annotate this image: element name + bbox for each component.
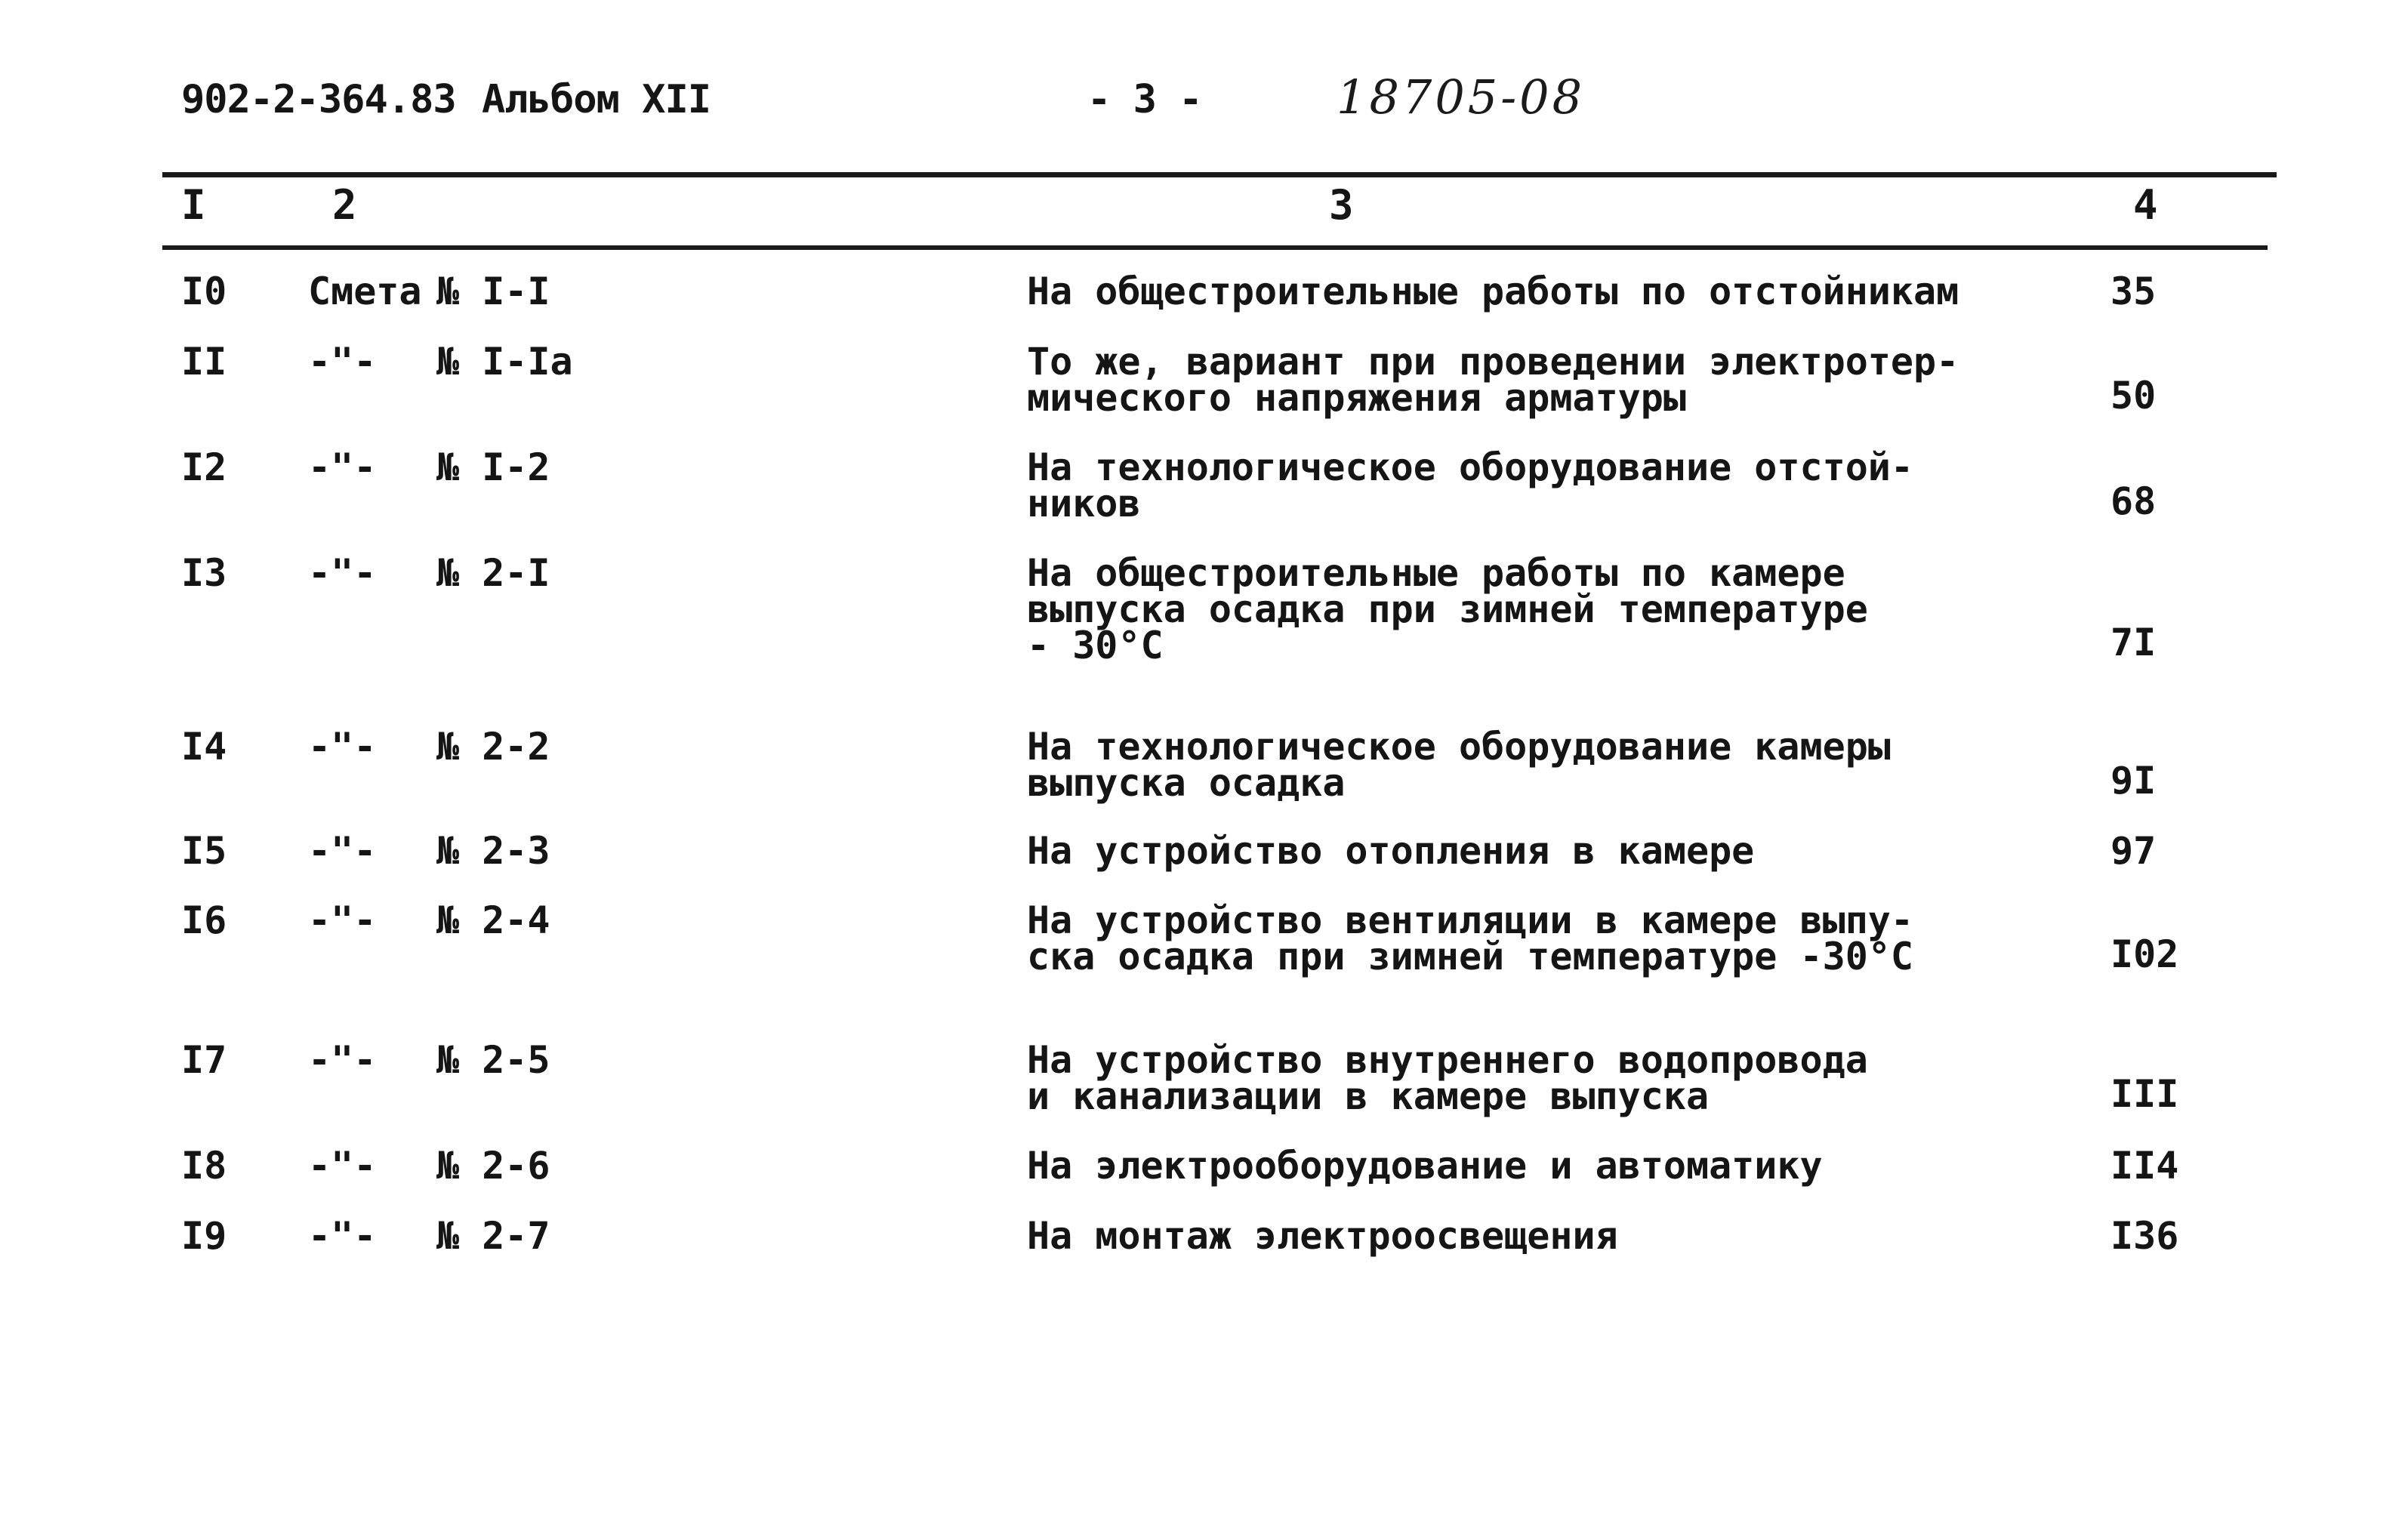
- estimate-ref: № 2-5: [436, 1038, 550, 1082]
- column-header-3: 3: [1329, 181, 1354, 229]
- estimate-ref: № 2-3: [436, 829, 550, 873]
- ditto-mark: -"-: [308, 551, 377, 595]
- row-number: I9: [181, 1214, 227, 1258]
- top-rule: [162, 172, 2277, 177]
- row-number: I8: [181, 1144, 227, 1188]
- page-ref: I02: [2110, 932, 2179, 976]
- estimate-ref: № I-I: [436, 270, 550, 313]
- description-line: На электрооборудование и автоматику: [1027, 1144, 1823, 1188]
- page-ref: 7I: [2110, 621, 2157, 664]
- row-description: [1027, 1144, 1918, 1188]
- row-description: [1027, 1038, 1918, 1118]
- album-label: Альбом XII: [482, 77, 711, 122]
- row-number: I5: [181, 829, 227, 873]
- estimate-ref: № 2-2: [436, 725, 550, 769]
- page-ref: 9I: [2110, 759, 2157, 803]
- header-rule: [162, 245, 2268, 250]
- description-line: То же, вариант при проведении электротер-: [1027, 340, 1959, 384]
- description-line: На устройство вентиляции в камере выпу-: [1027, 898, 1913, 942]
- estimate-label: Смета: [308, 270, 422, 313]
- estimate-ref: № I-Ia: [436, 340, 573, 384]
- row-description: [1027, 551, 1918, 667]
- row-description: [1027, 1214, 1918, 1258]
- row-number: I4: [181, 725, 227, 769]
- description-line: На технологическое оборудование камеры: [1027, 725, 1891, 769]
- ditto-mark: -"-: [308, 1038, 377, 1082]
- ditto-mark: -"-: [308, 1214, 377, 1258]
- estimate-ref: № 2-6: [436, 1144, 550, 1188]
- row-description: [1027, 445, 1918, 525]
- description-line: мического напряжения арматуры: [1027, 376, 1686, 420]
- description-line: На общестроительные работы по камере: [1027, 551, 1845, 595]
- description-line: и канализации в камере выпуска: [1027, 1074, 1710, 1118]
- description-line: На общестроительные работы по отстойникам: [1027, 270, 1959, 313]
- ditto-mark: -"-: [308, 1144, 377, 1188]
- description-line: На устройство внутреннего водопровода: [1027, 1038, 1868, 1082]
- column-header-2: 2: [332, 181, 357, 229]
- handwritten-number: 18705-08: [1337, 69, 1586, 125]
- row-description: [1027, 725, 1918, 805]
- page-ref: I36: [2110, 1214, 2179, 1258]
- row-number: II: [181, 340, 227, 384]
- column-header-4: 4: [2133, 181, 2158, 229]
- row-number: I6: [181, 898, 227, 942]
- page-ref: II4: [2110, 1144, 2179, 1188]
- description-line: На устройство отопления в камере: [1027, 829, 1755, 873]
- page-ref: 35: [2110, 270, 2157, 313]
- description-line: выпуска осадка при зимней температуре: [1027, 587, 1868, 631]
- row-description: [1027, 898, 1918, 978]
- description-line: На технологическое оборудование отстой-: [1027, 445, 1913, 489]
- ditto-mark: -"-: [308, 725, 377, 769]
- page-ref: 97: [2110, 829, 2157, 873]
- row-number: I2: [181, 445, 227, 489]
- ditto-mark: -"-: [308, 829, 377, 873]
- row-description: [1027, 829, 1918, 873]
- estimate-ref: № 2-I: [436, 551, 550, 595]
- row-number: I0: [181, 270, 227, 313]
- page-number: - 3 -: [1087, 77, 1202, 122]
- description-line: ников: [1027, 482, 1141, 525]
- row-description: [1027, 270, 1959, 313]
- ditto-mark: -"-: [308, 340, 377, 384]
- ditto-mark: -"-: [308, 445, 377, 489]
- estimate-ref: № 2-7: [436, 1214, 550, 1258]
- estimate-ref: № I-2: [436, 445, 550, 489]
- description-line: - 30°C: [1027, 624, 1164, 667]
- description-line: выпуска осадка: [1027, 761, 1346, 805]
- row-number: I3: [181, 551, 227, 595]
- page-ref: III: [2110, 1072, 2179, 1116]
- document-code: 902-2-364.83: [181, 77, 456, 122]
- estimate-ref: № 2-4: [436, 898, 550, 942]
- description-line: На монтаж электроосвещения: [1027, 1214, 1618, 1258]
- column-header-1: I: [181, 181, 206, 229]
- page-ref: 68: [2110, 479, 2157, 523]
- page-ref: 50: [2110, 374, 2157, 418]
- row-number: I7: [181, 1038, 227, 1082]
- ditto-mark: -"-: [308, 898, 377, 942]
- row-description: [1027, 340, 1959, 420]
- description-line: ска осадка при зимней температуре -30°C: [1027, 935, 1913, 978]
